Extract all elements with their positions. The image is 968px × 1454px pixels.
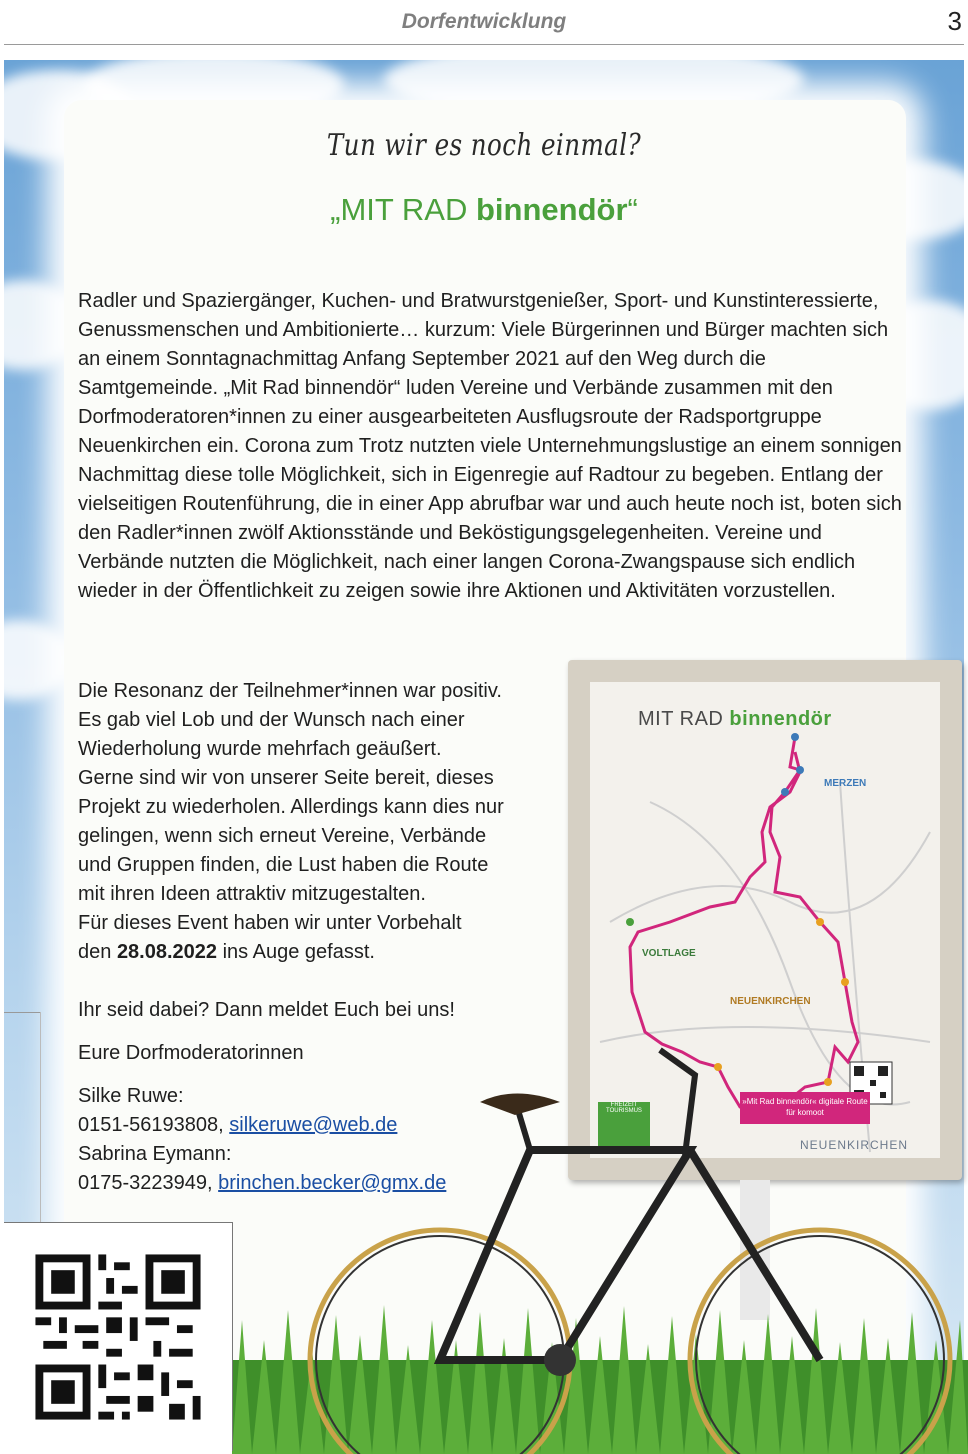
contact-email-link[interactable]: silkeruwe@web.de bbox=[229, 1114, 398, 1136]
resonance-line: Für dieses Event haben wir unter Vorbehalt bbox=[78, 912, 462, 934]
page-header bbox=[0, 0, 968, 46]
map-label-voltlage: VOLTLAGE bbox=[642, 948, 696, 959]
resonance-line: Wiederholung wurde mehrfach geäußert. bbox=[78, 738, 442, 760]
signoff: Eure Dorfmoderatorinnen bbox=[78, 1042, 304, 1064]
title-regular: „MIT RAD bbox=[330, 192, 476, 227]
billboard-title-bold: binnendör bbox=[729, 708, 832, 730]
resonance-line: und Gruppen finden, die Lust haben die Route bbox=[78, 854, 489, 876]
contact-name: Silke Ruwe: bbox=[78, 1085, 184, 1107]
map-label-neuenkirchen: NEUENKIRCHEN bbox=[730, 996, 811, 1007]
title-close: “ bbox=[627, 192, 638, 227]
call-to-action: Ihr seid dabei? Dann meldet Euch bei uns! bbox=[78, 999, 455, 1021]
billboard-title bbox=[638, 708, 832, 731]
intro-text: Radler und Spaziergänger, Kuchen- und Bratwurstgenießer, Sport- und Kunstinteressierte, Genussmenschen und Ambitionierte… kurzum: Viele Bürgerinnen und Bürger machten sich an einem Sonntagnachmittag Anfang September 2021 auf den Weg durch die Samtgemeinde. „Mit Rad binnendör“ luden Vereine und Verbände zusammen mit den Dorfmoderatoren*innen zu einer ausgearbeiteten Ausflugsroute der Radsportgruppe Neuenkirchen ein. Corona zum Trotz nutzten viele Unternehmungslustige an einem sonnigen Nachmittag diese tolle Möglichkeit, sich in Eigenregie auf Radtour zu begeben. Entlang der vielseitigen Routenführung, die in einer App abrufbar war und auch heute noch ist, boten sich den Radler*innen zwölf Aktionsstände und Beköstigungsgelegenheiten. Vereine und Verbände nutzten die Möglichkeit, nach einer langen Corona-Zwangspause sich endlich wieder in der Öffentlichkeit zu zeigen sowie ihre Aktionen und Aktivitäten vorzustellen. bbox=[78, 290, 902, 602]
billboard-town: NEUENKIRCHEN bbox=[800, 1138, 909, 1152]
contact-email-link[interactable]: brinchen.becker@gmx.de bbox=[218, 1172, 447, 1194]
tourism-logo: FREIZEIT TOURISMUS bbox=[598, 1102, 650, 1154]
resonance-line: Die Resonanz der Teilnehmer*innen war positiv. bbox=[78, 680, 502, 702]
header-divider bbox=[4, 44, 964, 45]
event-date: 28.08.2022 bbox=[116, 941, 218, 963]
side-divider bbox=[4, 1012, 40, 1013]
date-suffix: ins Auge gefasst. bbox=[217, 941, 375, 963]
contact-phone: 0175-3223949, bbox=[78, 1172, 219, 1194]
poster-title bbox=[0, 192, 968, 228]
billboard-title-regular: MIT RAD bbox=[638, 708, 730, 730]
contact-name: Sabrina Eymann: bbox=[78, 1143, 232, 1165]
event-date-line bbox=[78, 938, 578, 967]
billboard-cta: »Mit Rad binnendör« digitale Route für komoot bbox=[740, 1092, 870, 1124]
qr-code-panel bbox=[4, 1222, 233, 1451]
bicycle-illustration bbox=[300, 1030, 960, 1454]
section-title: Dorfentwicklung bbox=[401, 10, 567, 33]
map-label-merzen: MERZEN bbox=[824, 778, 867, 789]
side-divider-vertical bbox=[40, 1012, 41, 1222]
qr-code-icon[interactable] bbox=[4, 1223, 232, 1451]
resonance-line: Es gab viel Lob und der Wunsch nach einer bbox=[78, 709, 465, 731]
contact-phone: 0151-56193808, bbox=[78, 1114, 230, 1136]
resonance-line: Projekt zu wiederholen. Allerdings kann dies nur bbox=[78, 796, 504, 818]
title-bold: binnendör bbox=[475, 192, 628, 227]
resonance-line: gelingen, wenn sich erneut Vereine, Verbände bbox=[78, 825, 487, 847]
resonance-line: mit ihren Ideen attraktiv mitzugestalten. bbox=[78, 883, 426, 905]
date-prefix: den bbox=[78, 941, 117, 963]
page-number: 3 bbox=[947, 6, 962, 36]
tagline: Tun wir es noch einmal? bbox=[326, 128, 642, 163]
resonance-line: Gerne sind wir von unserer Seite bereit, dieses bbox=[78, 767, 494, 789]
intro-paragraph bbox=[78, 287, 908, 606]
